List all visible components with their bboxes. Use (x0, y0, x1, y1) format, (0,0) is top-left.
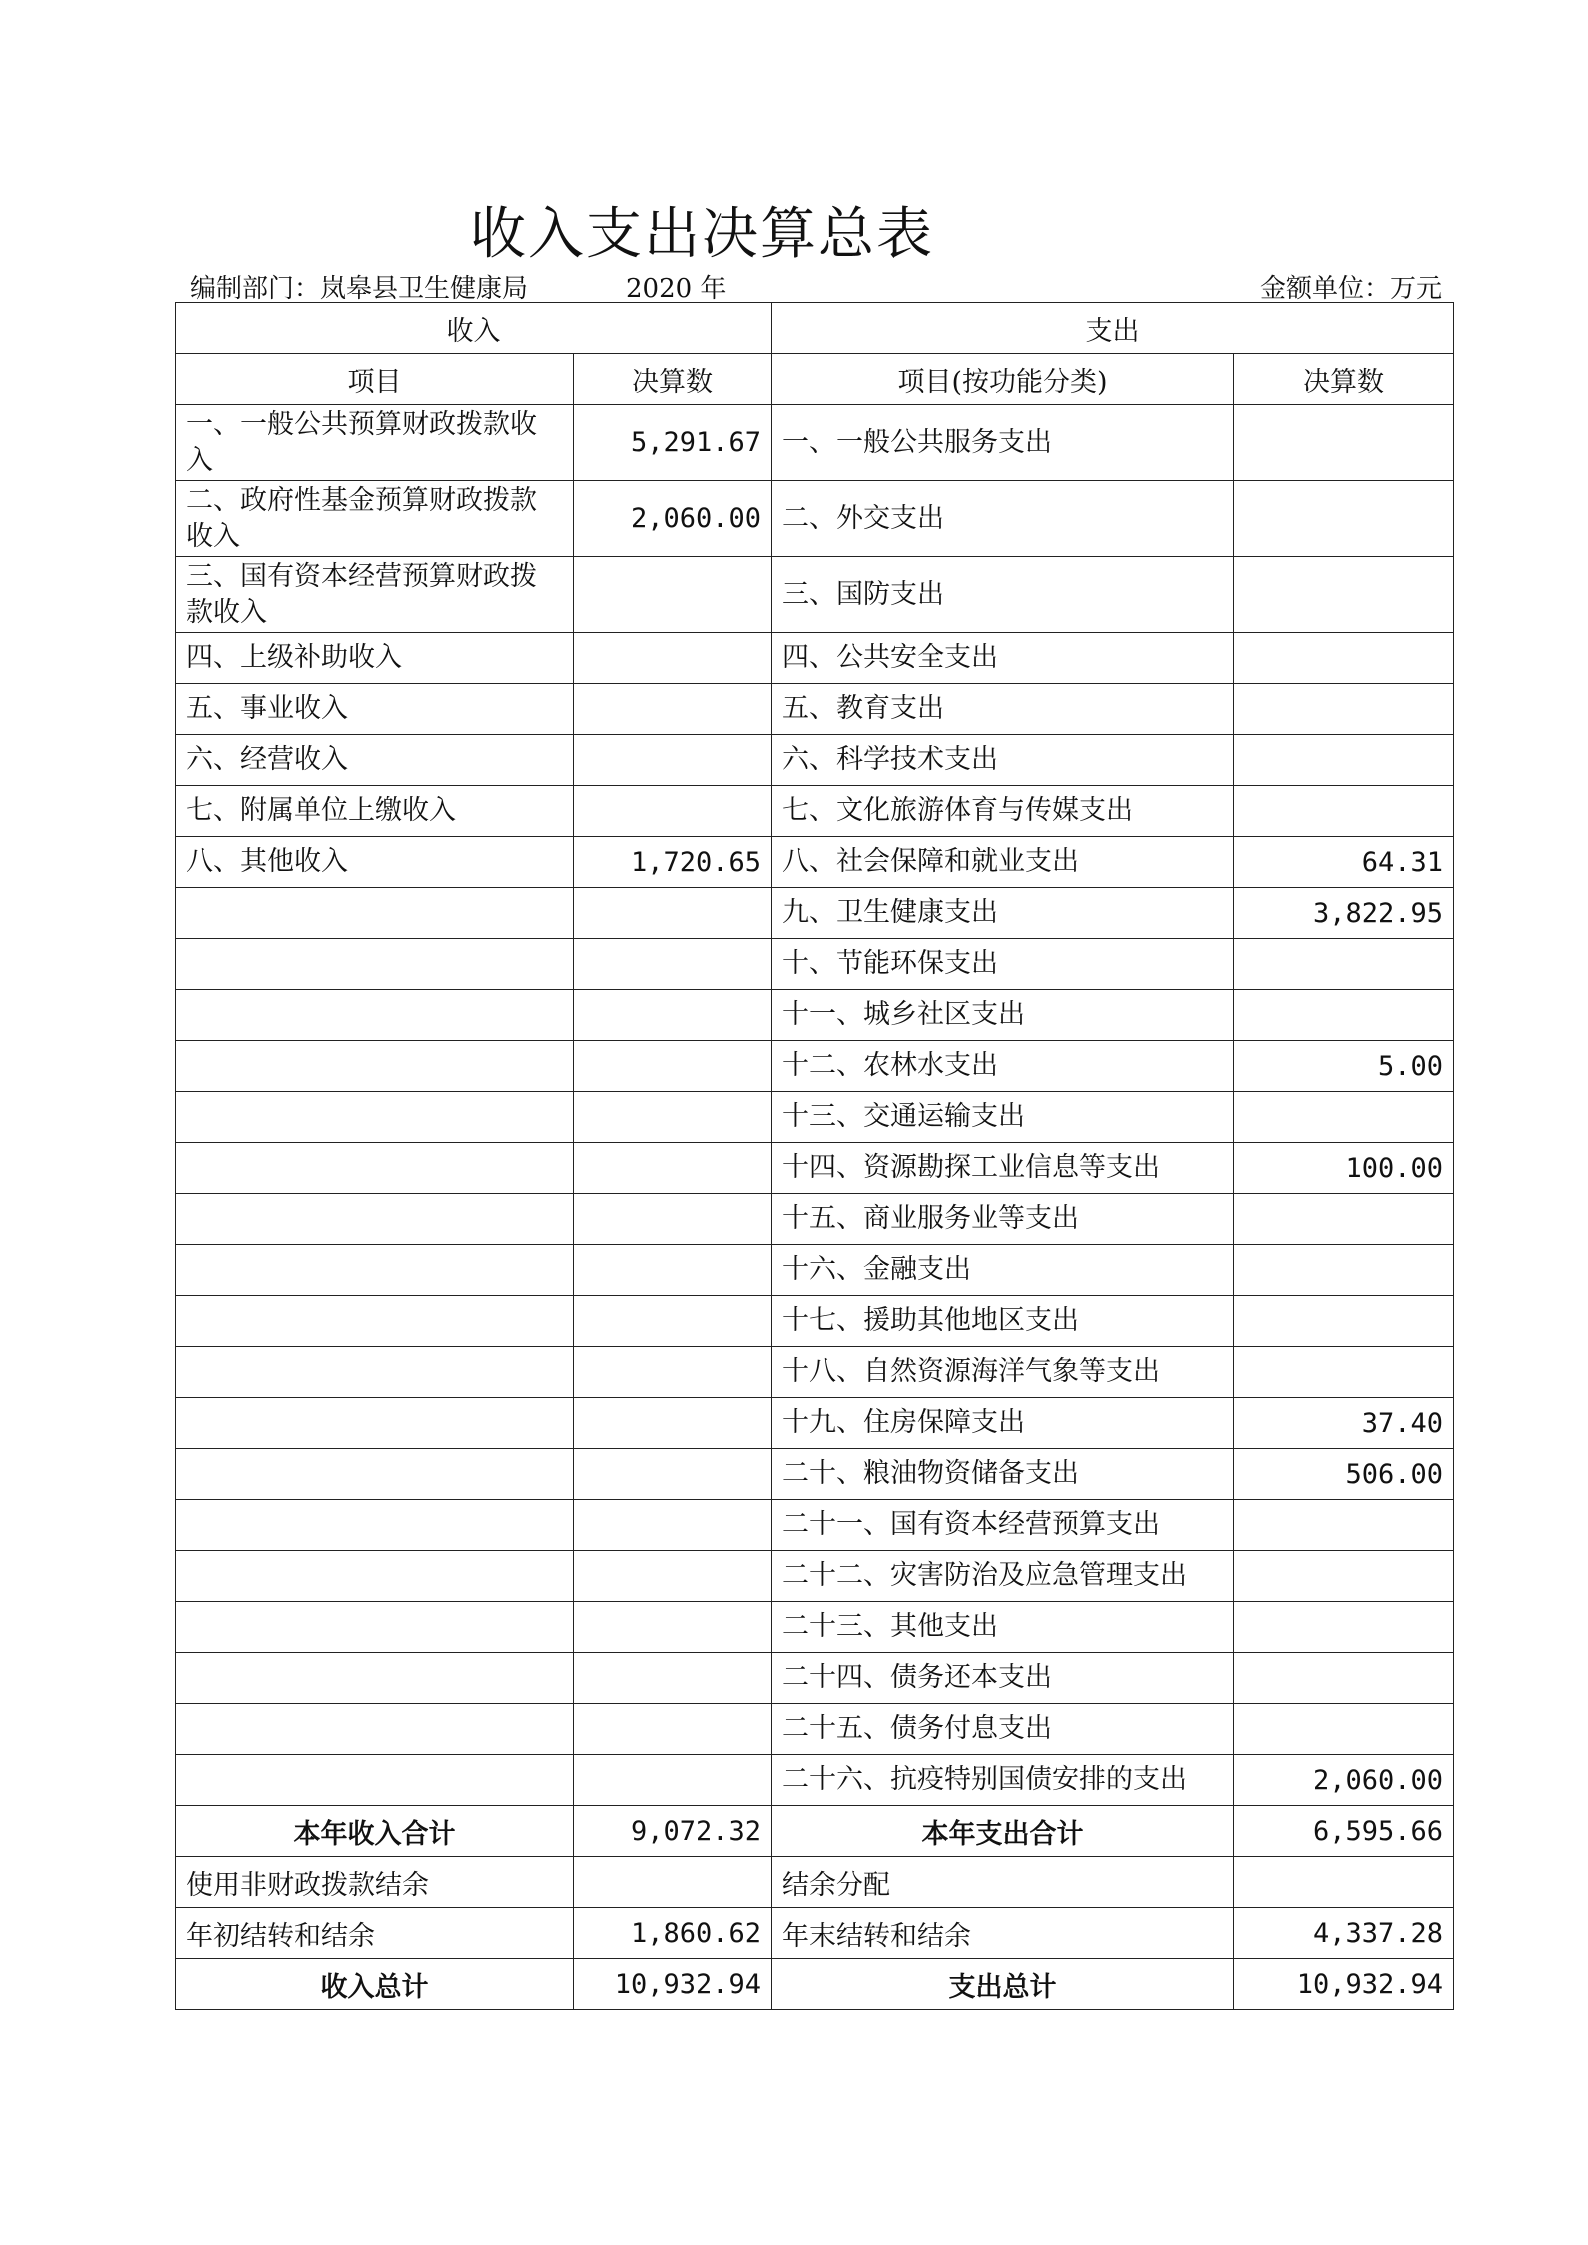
income-item-cell (176, 1245, 574, 1296)
expense-item-cell: 二十五、债务付息支出 (772, 1704, 1234, 1755)
income-item-cell: 七、附属单位上缴收入 (176, 786, 574, 837)
income-amount-cell (574, 1398, 772, 1449)
expense-summary-amount: 4,337.28 (1234, 1908, 1454, 1959)
income-item-cell (176, 888, 574, 939)
income-amount-cell (574, 1551, 772, 1602)
header-row-1 (176, 303, 1454, 354)
income-expense-table (175, 302, 1454, 2010)
income-item-cell (176, 990, 574, 1041)
expense-summary-amount: 10,932.94 (1234, 1959, 1454, 2010)
expense-amount-cell (1234, 557, 1454, 633)
expense-item-cell: 三、国防支出 (772, 557, 1234, 633)
expense-item-cell: 五、教育支出 (772, 684, 1234, 735)
expense-item-cell: 二十一、国有资本经营预算支出 (772, 1500, 1234, 1551)
header-row-2 (176, 354, 1454, 405)
income-item-cell: 一、一般公共预算财政拨款收入 (176, 405, 574, 481)
expense-summary-label: 结余分配 (772, 1857, 1234, 1908)
income-summary-label: 年初结转和结余 (176, 1908, 574, 1959)
income-amount-cell: 5,291.67 (574, 405, 772, 481)
expense-item-header: 项目(按功能分类) (772, 354, 1234, 405)
table-row (176, 1092, 1454, 1143)
expense-amount-cell: 100.00 (1234, 1143, 1454, 1194)
expense-item-cell: 十一、城乡社区支出 (772, 990, 1234, 1041)
income-item-cell (176, 1704, 574, 1755)
compiling-department: 编制部门：岚皋县卫生健康局 (190, 274, 529, 304)
expense-item-cell: 七、文化旅游体育与传媒支出 (772, 786, 1234, 837)
income-amount-cell (574, 557, 772, 633)
income-amount-cell (574, 735, 772, 786)
income-header: 收入 (176, 303, 772, 354)
expense-amount-cell (1234, 1704, 1454, 1755)
income-amount-cell (574, 1449, 772, 1500)
table-row (176, 481, 1454, 557)
table-row (176, 1347, 1454, 1398)
expense-summary-label: 年末结转和结余 (772, 1908, 1234, 1959)
income-item-cell: 五、事业收入 (176, 684, 574, 735)
income-item-cell: 四、上级补助收入 (176, 633, 574, 684)
table-row (176, 939, 1454, 990)
income-amount-cell (574, 1245, 772, 1296)
income-summary-label: 本年收入合计 (176, 1806, 574, 1857)
income-amount-cell (574, 684, 772, 735)
expense-amount-cell (1234, 1245, 1454, 1296)
expense-amount-cell: 3,822.95 (1234, 888, 1454, 939)
expense-amount-cell (1234, 684, 1454, 735)
expense-amount-cell (1234, 1347, 1454, 1398)
income-amount-cell (574, 1755, 772, 1806)
table-row (176, 1500, 1454, 1551)
expense-item-cell: 六、科学技术支出 (772, 735, 1234, 786)
amount-unit: 金额单位：万元 (1259, 274, 1442, 304)
income-item-cell: 六、经营收入 (176, 735, 574, 786)
table-row (176, 1296, 1454, 1347)
expense-amount-cell: 506.00 (1234, 1449, 1454, 1500)
income-item-cell (176, 1296, 574, 1347)
income-amount-cell (574, 1092, 772, 1143)
income-amount-cell (574, 888, 772, 939)
table-row (176, 1398, 1454, 1449)
income-item-cell (176, 1602, 574, 1653)
expense-item-cell: 二十六、抗疫特别国债安排的支出 (772, 1755, 1234, 1806)
income-item-cell (176, 1041, 574, 1092)
income-amount-cell: 2,060.00 (574, 481, 772, 557)
income-item-cell (176, 1194, 574, 1245)
expense-header: 支出 (772, 303, 1454, 354)
income-amount-cell (574, 1296, 772, 1347)
table-row (176, 1653, 1454, 1704)
expense-amount-cell: 2,060.00 (1234, 1755, 1454, 1806)
income-summary-amount: 9,072.32 (574, 1806, 772, 1857)
fiscal-year: 2020 年 (626, 274, 727, 304)
expense-item-cell: 十三、交通运输支出 (772, 1092, 1234, 1143)
expense-amount-cell (1234, 1092, 1454, 1143)
table-row (176, 990, 1454, 1041)
income-item-cell: 三、国有资本经营预算财政拨款收入 (176, 557, 574, 633)
expense-amount-cell (1234, 735, 1454, 786)
page-title: 收入支出决算总表 (470, 202, 934, 267)
expense-amount-cell (1234, 1602, 1454, 1653)
table-row (176, 1602, 1454, 1653)
income-amount-cell (574, 939, 772, 990)
table-row (176, 1143, 1454, 1194)
expense-item-cell: 十四、资源勘探工业信息等支出 (772, 1143, 1234, 1194)
expense-item-cell: 二十三、其他支出 (772, 1602, 1234, 1653)
expense-item-cell: 二十、粮油物资储备支出 (772, 1449, 1234, 1500)
table-row (176, 684, 1454, 735)
expense-item-cell: 八、社会保障和就业支出 (772, 837, 1234, 888)
income-amount-cell (574, 1500, 772, 1551)
table-row (176, 1194, 1454, 1245)
expense-amount-cell (1234, 405, 1454, 481)
income-item-cell (176, 1398, 574, 1449)
table-row (176, 1755, 1454, 1806)
expense-item-cell: 一、一般公共服务支出 (772, 405, 1234, 481)
table-row (176, 405, 1454, 481)
income-summary-amount (574, 1857, 772, 1908)
income-summary-amount: 10,932.94 (574, 1959, 772, 2010)
expense-amount-cell: 5.00 (1234, 1041, 1454, 1092)
income-item-cell (176, 939, 574, 990)
income-amount-cell (574, 1041, 772, 1092)
table-row (176, 1041, 1454, 1092)
income-amount-cell (574, 1653, 772, 1704)
income-item-cell (176, 1449, 574, 1500)
income-amount-cell (574, 990, 772, 1041)
summary-row (176, 1908, 1454, 1959)
table-row (176, 1704, 1454, 1755)
table-row (176, 1245, 1454, 1296)
expense-item-cell: 十、节能环保支出 (772, 939, 1234, 990)
expense-item-cell: 十五、商业服务业等支出 (772, 1194, 1234, 1245)
table-row (176, 1449, 1454, 1500)
expense-item-cell: 十六、金融支出 (772, 1245, 1234, 1296)
expense-item-cell: 十九、住房保障支出 (772, 1398, 1234, 1449)
expense-item-cell: 二、外交支出 (772, 481, 1234, 557)
expense-summary-amount (1234, 1857, 1454, 1908)
table-row (176, 1551, 1454, 1602)
income-amount-cell (574, 1194, 772, 1245)
income-summary-label: 收入总计 (176, 1959, 574, 2010)
income-item-cell: 八、其他收入 (176, 837, 574, 888)
income-amount-cell: 1,720.65 (574, 837, 772, 888)
income-amount-cell (574, 633, 772, 684)
income-item-cell: 二、政府性基金预算财政拨款收入 (176, 481, 574, 557)
income-item-cell (176, 1092, 574, 1143)
table-row (176, 888, 1454, 939)
table-row (176, 735, 1454, 786)
income-item-cell (176, 1347, 574, 1398)
expense-amount-cell (1234, 1500, 1454, 1551)
income-item-cell (176, 1755, 574, 1806)
income-item-cell (176, 1653, 574, 1704)
summary-row (176, 1806, 1454, 1857)
table-row (176, 633, 1454, 684)
income-amount-cell (574, 786, 772, 837)
table-row (176, 786, 1454, 837)
expense-amount-cell (1234, 481, 1454, 557)
expense-item-cell: 二十四、债务还本支出 (772, 1653, 1234, 1704)
expense-amount-cell: 64.31 (1234, 837, 1454, 888)
expense-amount-cell: 37.40 (1234, 1398, 1454, 1449)
table-row (176, 557, 1454, 633)
income-item-cell (176, 1500, 574, 1551)
expense-item-cell: 十二、农林水支出 (772, 1041, 1234, 1092)
expense-item-cell: 二十二、灾害防治及应急管理支出 (772, 1551, 1234, 1602)
income-item-cell (176, 1143, 574, 1194)
expense-amount-cell (1234, 633, 1454, 684)
expense-amount-cell (1234, 990, 1454, 1041)
income-summary-label: 使用非财政拨款结余 (176, 1857, 574, 1908)
expense-summary-amount: 6,595.66 (1234, 1806, 1454, 1857)
summary-row (176, 1959, 1454, 2010)
income-amount-cell (574, 1347, 772, 1398)
expense-amount-cell (1234, 1194, 1454, 1245)
expense-amount-cell (1234, 939, 1454, 990)
expense-amount-cell (1234, 1653, 1454, 1704)
income-item-cell (176, 1551, 574, 1602)
expense-amount-header: 决算数 (1234, 354, 1454, 405)
expense-item-cell: 九、卫生健康支出 (772, 888, 1234, 939)
expense-item-cell: 四、公共安全支出 (772, 633, 1234, 684)
expense-item-cell: 十七、援助其他地区支出 (772, 1296, 1234, 1347)
expense-summary-label: 支出总计 (772, 1959, 1234, 2010)
income-amount-cell (574, 1143, 772, 1194)
table-row (176, 837, 1454, 888)
income-amount-cell (574, 1704, 772, 1755)
income-amount-header: 决算数 (574, 354, 772, 405)
expense-summary-label: 本年支出合计 (772, 1806, 1234, 1857)
income-summary-amount: 1,860.62 (574, 1908, 772, 1959)
expense-item-cell: 十八、自然资源海洋气象等支出 (772, 1347, 1234, 1398)
expense-amount-cell (1234, 1296, 1454, 1347)
income-amount-cell (574, 1602, 772, 1653)
summary-row (176, 1857, 1454, 1908)
expense-amount-cell (1234, 786, 1454, 837)
expense-amount-cell (1234, 1551, 1454, 1602)
income-item-header: 项目 (176, 354, 574, 405)
